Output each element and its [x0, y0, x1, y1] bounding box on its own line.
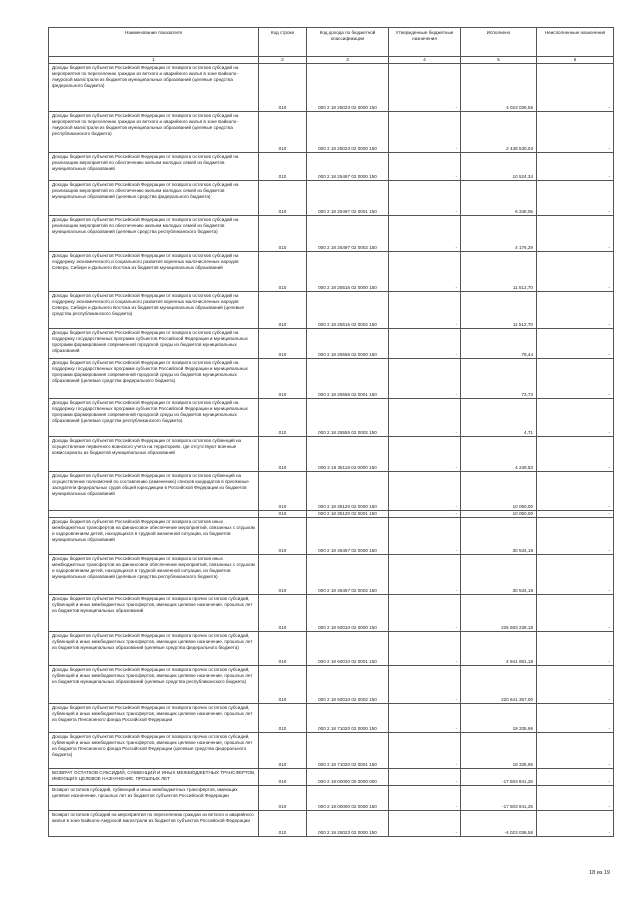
cell-code: 000 2 18 35120 02 0000 150 [307, 472, 389, 511]
cell-line: 010 [259, 153, 307, 181]
cell-name: Доходы бюджетов субъектов Российской Федерации от возврата остатков субсидий на реализацию мероприятий по обеспечению жильем молодых семей из бюджетов муниципальных образований (целевые средства федерального бюджета) [49, 181, 259, 216]
cell-unexec: - [537, 153, 614, 181]
cell-line: 010 [259, 511, 307, 518]
cell-name: Доходы бюджетов субъектов Российской Федерации от возврата остатков субсидий на поддержку государственных программ субъектов Российской Федерации и муниципальных программ формирования современной городской среды из бюджетов муниципальных образований [49, 329, 259, 359]
cell-approved: - [389, 399, 461, 437]
table-row [49, 595, 614, 632]
cell-executed: 11 512,70 [461, 252, 537, 292]
cell-executed: -4 023 036,56 [461, 811, 537, 837]
cell-unexec: - [537, 359, 614, 399]
cell-line: 010 [259, 733, 307, 769]
cell-executed: 6 348,05 [461, 181, 537, 216]
cell-code: 000 2 18 25555 02 0001 150 [307, 359, 389, 399]
cell-unexec: - [537, 112, 614, 153]
cell-unexec: - [537, 632, 614, 666]
cell-executed: 220 641 357,00 [461, 666, 537, 704]
cell-line: 010 [259, 472, 307, 511]
table-row [49, 518, 614, 555]
cell-name: ВОЗВРАТ ОСТАТКОВ СУБСИДИЙ, СУБВЕНЦИЙ И ИНЫХ МЕЖБЮДЖЕТНЫХ ТРАНСФЕРТОВ, ИМЕЮЩИХ ЦЕЛЕВОЕ НАЗНАЧЕНИЕ, ПРОШЛЫХ ЛЕТ [49, 769, 259, 786]
cell-line: 010 [259, 704, 307, 733]
cell-executed: 30 534,19 [461, 555, 537, 595]
cell-code: 000 2 18 71020 02 0000 150 [307, 704, 389, 733]
cell-name [49, 511, 259, 518]
cell-executed: 4 941 881,18 [461, 632, 537, 666]
cell-executed: 4 176,29 [461, 216, 537, 252]
table-row [49, 292, 614, 329]
cell-code: 000 2 18 35118 02 0000 150 [307, 437, 389, 472]
cell-unexec: - [537, 595, 614, 632]
cell-executed: 19 335,96 [461, 704, 537, 733]
cell-code: 000 2 18 25515 02 0000 150 [307, 252, 389, 292]
cell-line: 010 [259, 292, 307, 329]
cell-approved: - [389, 733, 461, 769]
cell-line: 010 [259, 769, 307, 786]
cell-approved: - [389, 555, 461, 595]
table-row [49, 555, 614, 595]
cell-name: Доходы бюджетов субъектов Российской Федерации от возврата прочих остатков субсидий, субвенций и иных межбюджетных трансфертов, имеющих целевое назначение, прошлых лет из бюджетов муниципальных образований (целевые средства республиканского бюджета) [49, 666, 259, 704]
cell-unexec: - [537, 769, 614, 786]
cell-code: 000 2 18 60010 02 0002 150 [307, 666, 389, 704]
cell-name: Доходы бюджетов субъектов Российской Федерации от возврата остатков субсидий на мероприятия по переселению граждан из ветхого и аварийного жилья в зоне Байкало-Амурской магистрали из бюджетов муниципальных образований (целевые средства федерального бюджета) [49, 64, 259, 112]
cell-approved: - [389, 511, 461, 518]
cell-executed: 4 249,53 [461, 437, 537, 472]
cell-approved: - [389, 359, 461, 399]
cell-approved: - [389, 153, 461, 181]
table-row [49, 181, 614, 216]
header-line-code: Код строки [259, 28, 307, 57]
cell-name: Доходы бюджетов субъектов Российской Федерации от возврата остатков иных межбюджетных трансфертов на финансовое обеспечение мероприятий, связанных с отдыхом и оздоровлением детей, находящихся в трудной жизненной ситуации, из бюджетов муниципальных образований (целевые средства республиканского бюджета) [49, 555, 259, 595]
cell-name: Возврат остатков субсидий, субвенций и иных межбюджетных трансфертов, имеющих целевое назначение, прошлых лет из бюджетов субъектов Российской Федерации [49, 786, 259, 811]
cell-unexec: - [537, 511, 614, 518]
cell-code: 000 2 18 25023 02 0000 150 [307, 112, 389, 153]
column-number: 1 [49, 57, 259, 64]
cell-executed: 78,44 [461, 329, 537, 359]
cell-executed: 19 335,96 [461, 733, 537, 769]
cell-name: Доходы бюджетов субъектов Российской Федерации от возврата остатков субсидий на реализацию мероприятий по обеспечению жильем молодых семей из бюджетов муниципальных образований (целевые средства республиканского бюджета) [49, 216, 259, 252]
table-row [49, 811, 614, 837]
cell-line: 010 [259, 786, 307, 811]
cell-code: 000 2 19 25023 02 0000 150 [307, 811, 389, 837]
table-row [49, 252, 614, 292]
cell-line: 010 [259, 518, 307, 555]
cell-line: 010 [259, 595, 307, 632]
table-row [49, 359, 614, 399]
cell-name: Доходы бюджетов субъектов Российской Федерации от возврата остатков субсидий на мероприятия по переселению граждан из ветхого и аварийного жилья в зоне Байкало-Амурской магистрали из бюджетов муниципальных образований (целевые средства республиканского бюджета) [49, 112, 259, 153]
cell-name: Доходы бюджетов субъектов Российской Федерации от возврата остатков иных межбюджетных трансфертов на финансовое обеспечение мероприятий, связанных с отдыхом и оздоровлением детей, находящихся в трудной жизненной ситуации, из бюджетов муниципальных образований [49, 518, 259, 555]
cell-code: 000 2 18 25497 02 0002 150 [307, 216, 389, 252]
cell-executed: 4 023 036,56 [461, 64, 537, 112]
table-row [49, 64, 614, 112]
cell-unexec: - [537, 399, 614, 437]
cell-unexec: - [537, 472, 614, 511]
cell-name: Доходы бюджетов субъектов Российской Федерации от возврата остатков субсидий на поддержку государственных программ субъектов Российской Федерации и муниципальных программ формирования современной городской среды из бюджетов муниципальных образований (целевые средства республиканского бюджета) [49, 399, 259, 437]
header-unexecuted: Неисполненные назначения [537, 28, 614, 57]
table-row [49, 632, 614, 666]
header-income-code: Код дохода по бюджетной классификации [307, 28, 389, 57]
cell-code: 000 2 18 45457 02 0002 150 [307, 555, 389, 595]
cell-unexec: - [537, 811, 614, 837]
cell-name: Доходы бюджетов субъектов Российской Федерации от возврата прочих остатков субсидий, субвенций и иных межбюджетных трансфертов, имеющих целевое назначение, прошлых лет из бюджетов муниципальных образований (целевые средства федерального бюджета) [49, 632, 259, 666]
cell-approved: - [389, 292, 461, 329]
table-row [49, 733, 614, 769]
table-row [49, 399, 614, 437]
cell-executed: -17 503 941,26 [461, 786, 537, 811]
cell-name: Доходы бюджетов субъектов Российской Федерации от возврата остатков субвенций на осуществление первичного воинского учета на территориях, где отсутствуют военные комиссариаты из бюджетов муниципальных образований [49, 437, 259, 472]
cell-unexec: - [537, 555, 614, 595]
cell-executed: 4,71 [461, 399, 537, 437]
cell-approved: - [389, 769, 461, 786]
cell-code: 000 2 18 35120 02 0001 150 [307, 511, 389, 518]
column-number-row [49, 57, 614, 64]
cell-code: 000 2 18 60010 02 0001 150 [307, 632, 389, 666]
cell-executed: 10 524,34 [461, 153, 537, 181]
table-row [49, 704, 614, 733]
cell-code: 000 2 18 45457 02 0000 150 [307, 518, 389, 555]
cell-approved: - [389, 666, 461, 704]
cell-unexec: - [537, 786, 614, 811]
cell-unexec: - [537, 216, 614, 252]
header-row [49, 28, 614, 57]
cell-approved: - [389, 595, 461, 632]
table-row [49, 437, 614, 472]
cell-executed: 2 438 530,03 [461, 112, 537, 153]
cell-executed: 225 583 238,18 [461, 595, 537, 632]
cell-code: 000 2 18 25023 02 0000 150 [307, 64, 389, 112]
cell-name: Доходы бюджетов субъектов Российской Федерации от возврата остатков субсидий на поддержку экономического и социального развития коренных малочисленных народов Севера, Сибири и Дальнего Востока из бюджетов муниципальных образований (целевые средства республиканского бюджета) [49, 292, 259, 329]
cell-approved: - [389, 704, 461, 733]
cell-approved: - [389, 472, 461, 511]
cell-approved: - [389, 112, 461, 153]
cell-executed: -17 503 941,26 [461, 769, 537, 786]
cell-approved: - [389, 252, 461, 292]
cell-line: 010 [259, 666, 307, 704]
cell-name: Доходы бюджетов субъектов Российской Федерации от возврата прочих остатков субсидий, субвенций и иных межбюджетных трансфертов, имеющих целевое назначение, прошлых лет из бюджета Пенсионного фонда Российской Федерации (целевые средства федерального бюджета) [49, 733, 259, 769]
cell-name: Доходы бюджетов субъектов Российской Федерации от возврата остатков субсидий на поддержку экономического и социального развития коренных малочисленных народов Севера, Сибири и Дальнего Востока из бюджетов муниципальных образований [49, 252, 259, 292]
cell-executed: 30 534,19 [461, 518, 537, 555]
cell-line: 010 [259, 112, 307, 153]
table-row [49, 153, 614, 181]
cell-name: Возврат остатков субсидий на мероприятия по переселению граждан из ветхого и аварийного жилья в зоне Байкало-Амурской магистрали из бюджетов субъектов Российской Федерации [49, 811, 259, 837]
cell-unexec: - [537, 704, 614, 733]
cell-unexec: - [537, 181, 614, 216]
table-row [49, 786, 614, 811]
cell-unexec: - [537, 666, 614, 704]
table-body [49, 64, 614, 837]
column-number: 3 [307, 57, 389, 64]
cell-approved: - [389, 632, 461, 666]
cell-unexec: - [537, 437, 614, 472]
cell-code: 000 2 18 25497 02 0000 150 [307, 153, 389, 181]
cell-name: Доходы бюджетов субъектов Российской Федерации от возврата прочих остатков субсидий, субвенций и иных межбюджетных трансфертов, имеющих целевое назначение, прошлых лет из бюджетов муниципальных образований [49, 595, 259, 632]
header-name: Наименование показателя [49, 28, 259, 57]
cell-line: 010 [259, 329, 307, 359]
cell-unexec: - [537, 252, 614, 292]
table-row [49, 511, 614, 518]
cell-code: 000 2 18 60010 02 0000 150 [307, 595, 389, 632]
table-row [49, 216, 614, 252]
header-approved: Утвержденные бюджетные назначения [389, 28, 461, 57]
cell-unexec: - [537, 518, 614, 555]
cell-line: 010 [259, 252, 307, 292]
cell-code: 000 2 18 25555 02 0002 150 [307, 399, 389, 437]
cell-line: 010 [259, 359, 307, 399]
cell-executed: 73,73 [461, 359, 537, 399]
cell-name: Доходы бюджетов субъектов Российской Федерации от возврата остатков субсидий на реализацию мероприятий по обеспечению жильем молодых семей из бюджетов муниципальных образований [49, 153, 259, 181]
cell-approved: - [389, 329, 461, 359]
column-number: 6 [537, 57, 614, 64]
cell-line: 010 [259, 216, 307, 252]
cell-approved: - [389, 437, 461, 472]
cell-approved: - [389, 216, 461, 252]
cell-code: 000 2 18 71020 02 0001 150 [307, 733, 389, 769]
cell-line: 010 [259, 64, 307, 112]
cell-name: Доходы бюджетов субъектов Российской Федерации от возврата прочих остатков субсидий, субвенций и иных межбюджетных трансфертов, имеющих целевое назначение, прошлых лет из бюджета Пенсионного фонда Российской Федерации [49, 704, 259, 733]
cell-code: 000 2 18 25497 02 0001 150 [307, 181, 389, 216]
cell-approved: - [389, 181, 461, 216]
cell-approved: - [389, 64, 461, 112]
column-number: 4 [389, 57, 461, 64]
cell-code: 000 2 18 25515 02 0002 150 [307, 292, 389, 329]
cell-line: 010 [259, 555, 307, 595]
table-row [49, 769, 614, 786]
cell-name: Доходы бюджетов субъектов Российской Федерации от возврата остатков субвенций на осуществление полномочий по составлению (изменению) списков кандидатов в присяжные заседатели федеральных судов общей юрисдикции в Российской Федерации из бюджетов муниципальных образований [49, 472, 259, 511]
column-number: 2 [259, 57, 307, 64]
cell-code: 000 2 18 25555 02 0000 150 [307, 329, 389, 359]
cell-unexec: - [537, 292, 614, 329]
cell-code: 000 2 19 00000 02 0000 150 [307, 786, 389, 811]
cell-executed: 10 050,00 [461, 472, 537, 511]
cell-line: 010 [259, 632, 307, 666]
cell-executed: 11 512,70 [461, 292, 537, 329]
cell-unexec: - [537, 733, 614, 769]
table-row [49, 112, 614, 153]
cell-approved: - [389, 811, 461, 837]
cell-code: 000 2 19 00000 00 0000 000 [307, 769, 389, 786]
column-number: 5 [461, 57, 537, 64]
report-table [48, 27, 614, 837]
table-row [49, 472, 614, 511]
cell-line: 010 [259, 437, 307, 472]
cell-executed: 10 050,00 [461, 511, 537, 518]
cell-line: 010 [259, 181, 307, 216]
cell-line: 010 [259, 399, 307, 437]
cell-approved: - [389, 518, 461, 555]
cell-unexec: - [537, 64, 614, 112]
cell-line: 010 [259, 811, 307, 837]
header-executed: Исполнено [461, 28, 537, 57]
page-number: 18 из 19 [589, 870, 610, 876]
cell-approved: - [389, 786, 461, 811]
table-row [49, 666, 614, 704]
cell-name: Доходы бюджетов субъектов Российской Федерации от возврата остатков субсидий на поддержку государственных программ субъектов Российской Федерации и муниципальных программ формирования современной городской среды из бюджетов муниципальных образований (целевые средства федерального бюджета) [49, 359, 259, 399]
cell-unexec: - [537, 329, 614, 359]
table-row [49, 329, 614, 359]
